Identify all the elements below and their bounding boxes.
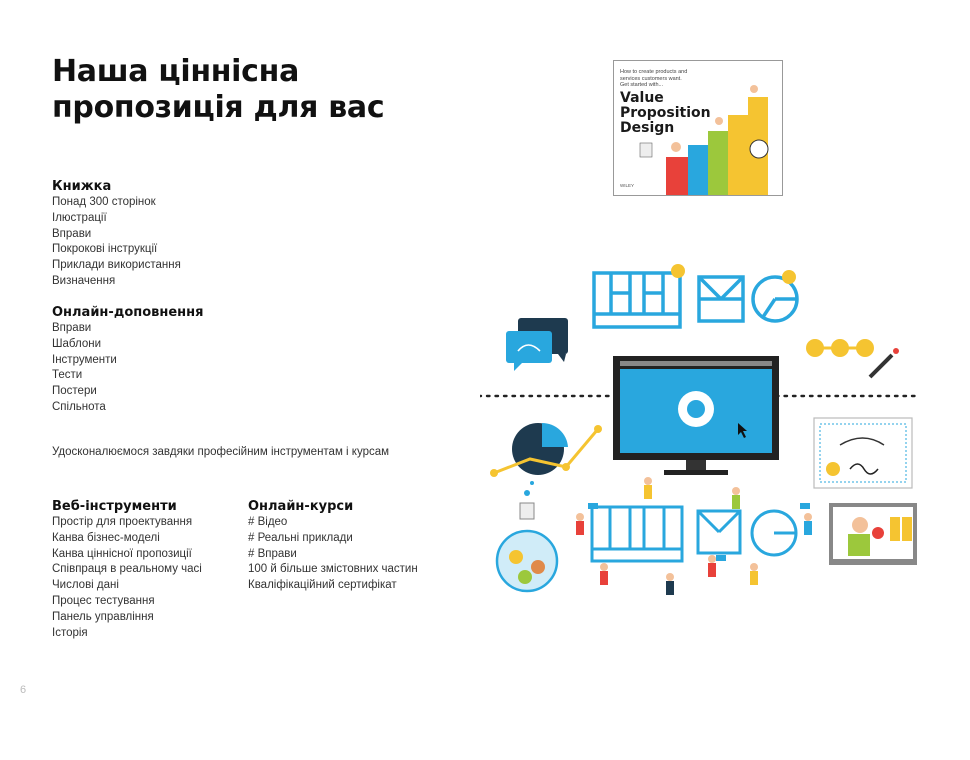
book-subtitle: How to create products and services customers want. Get started with... (620, 69, 688, 88)
book-title-line-2: Proposition (620, 105, 711, 121)
online-addons-section (52, 304, 204, 416)
online-courses-section (248, 498, 418, 594)
online-courses-heading: Онлайн-курси (248, 499, 354, 514)
list-item: Вправи (52, 322, 92, 334)
video-course-icon (829, 503, 917, 565)
list-item: Процес тестування (52, 594, 155, 607)
list-item: 100 й більше змістовних частин (248, 563, 418, 576)
collaboration-canvas-icon (592, 507, 796, 561)
list-item: Панель управління (52, 610, 154, 623)
list-item: Кваліфікаційний сертифікат (248, 579, 397, 592)
steps-icon (806, 339, 899, 377)
book-section-heading: Книжка (52, 179, 112, 194)
list-item: Ілюстрації (52, 211, 107, 224)
list-item: # Вправи (248, 547, 297, 560)
list-item: Постери (52, 385, 97, 398)
book-title-line-3: Design (620, 120, 675, 136)
list-item: Шаблони (52, 337, 102, 350)
download-badge-icon (671, 264, 685, 278)
list-item: Спільнота (52, 400, 106, 413)
monitor-icon (613, 356, 779, 475)
book-publisher: WILEY (620, 183, 635, 188)
book-section (52, 178, 181, 290)
chat-bubbles-icon (506, 318, 568, 371)
list-item: Понад 300 сторінок (52, 196, 156, 208)
title-line-2: пропозиція для вас (52, 90, 385, 125)
list-item: Співпраця в реальному часі (52, 563, 202, 576)
web-tools-section (52, 498, 202, 641)
list-item: Канва бізнес-моделі (52, 531, 160, 544)
pie-chart-icon (490, 423, 602, 477)
list-item: Історія (52, 626, 88, 639)
list-item: Вправи (52, 227, 92, 240)
list-item: Визначення (52, 274, 116, 287)
list-item: Тести (52, 369, 83, 382)
list-item: # Відео (248, 516, 288, 528)
flask-icon (497, 481, 557, 591)
book-cover-image (613, 60, 783, 196)
list-item: Інструменти (52, 353, 117, 366)
download-badge-icon (782, 270, 796, 284)
list-item: # Реальні приклади (248, 531, 353, 544)
tagline: Удосконалюємося завдяки професійним інструментам і курсам (52, 446, 390, 458)
book-title-line-1: Value (620, 90, 664, 106)
business-canvas-icon (594, 273, 680, 327)
certificate-icon (814, 418, 912, 488)
title-line-1: Наша ціннісна (52, 54, 300, 89)
list-item: Канва ціннісної пропозиції (52, 547, 192, 560)
page-title (52, 54, 384, 126)
value-canvas-icon (699, 277, 797, 321)
online-addons-heading: Онлайн-доповнення (52, 305, 204, 320)
list-item: Покрокові інструкції (52, 243, 158, 256)
page-number: 6 (20, 684, 27, 696)
list-item: Приклади використання (52, 259, 181, 272)
book-cover-art (614, 61, 782, 195)
list-item: Числові дані (52, 579, 119, 592)
toolkit-illustration (480, 255, 950, 615)
web-tools-heading: Веб-інструменти (52, 499, 177, 514)
list-item: Простір для проектування (52, 516, 193, 528)
